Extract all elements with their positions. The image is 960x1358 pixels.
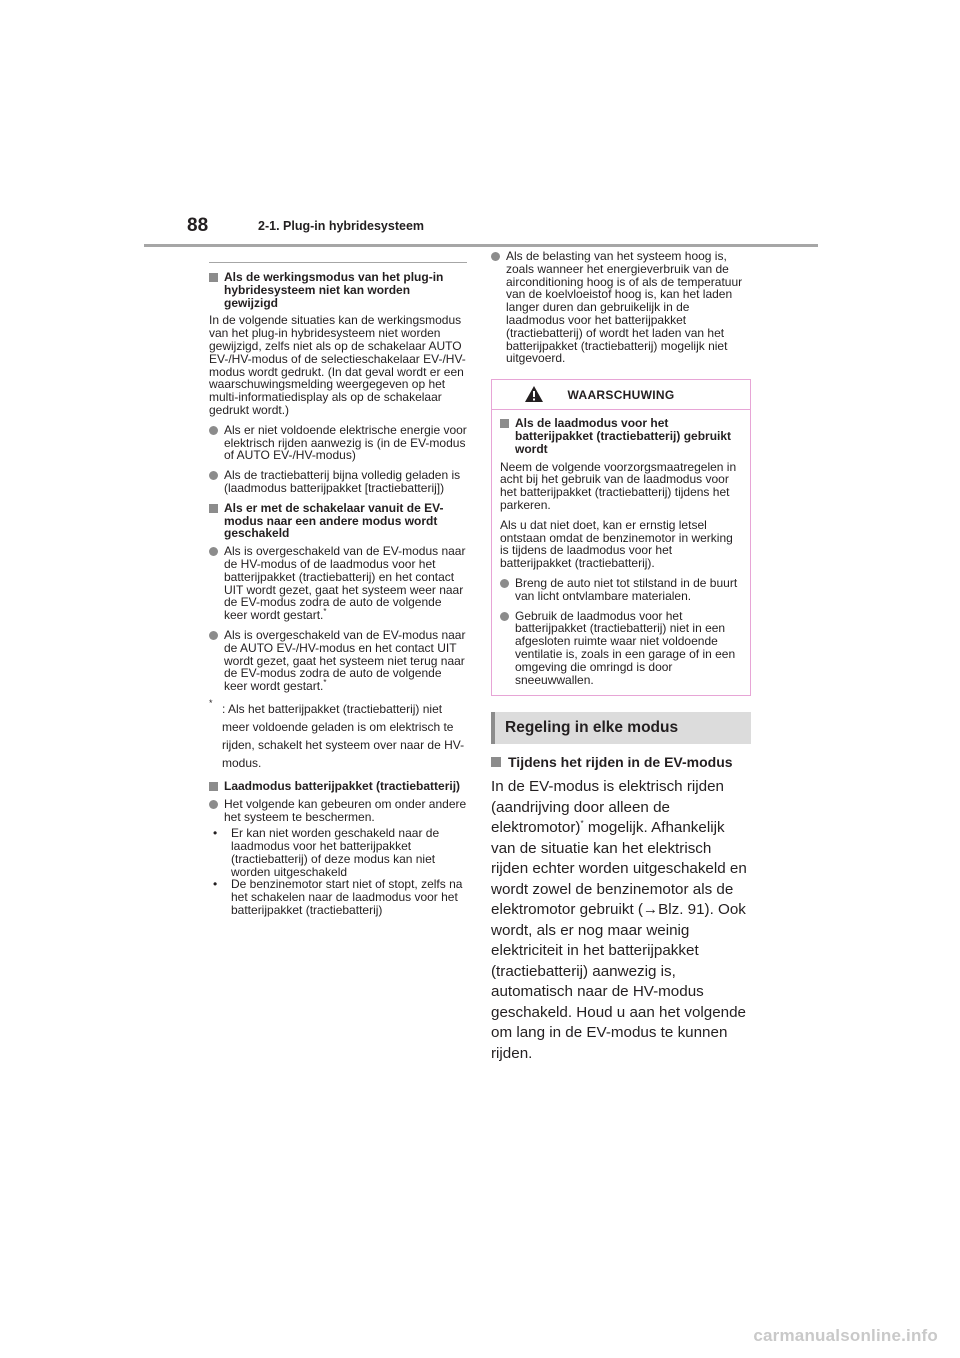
bullet-item: [209, 545, 467, 622]
footnote-asterisk: *: [209, 697, 213, 708]
body-text-b: mogelijk. Afhankelijk van de situatie kan het elektrisch rijden echter worden uitgeschakeld en wordt zowel de benzinemotor als de elektromotor gebruikt (→Blz. 91). Ook wordt, als er nog maar weinig elektriciteit in het batterijpakket (tractiebatterij) aanwezig is, automatisch naar de HV-modus geschakeld. Houd u aan het volgende om lang in de EV-modus te kunnen rijden.: [491, 819, 747, 1062]
circle-bullet-icon: [209, 426, 218, 435]
sub-list-text: De benzinemotor start niet of stopt, zelfs na het schakelen naar de laadmodus voor het batterijpakket (tractiebatterij): [231, 877, 463, 918]
subheading: [491, 754, 751, 771]
bullet-text: Als is overgeschakeld van de EV-modus naar de HV-modus of de laadmodus voor het batterijpakket (tractiebatterij) en het contact UIT wordt gezet, gaat het systeem weer naar de EV-modus zodra de auto de volgende keer wordt gestart.: [224, 544, 466, 623]
watermark: carmanualsonline.info: [753, 1326, 938, 1345]
sub-list: [209, 827, 467, 917]
heading-bar: [491, 712, 495, 744]
bullet-text: Als er niet voldoende elektrische energie voor elektrisch rijden aanwezig is (in de EV-modus of AUTO EV-/HV-modus): [224, 422, 467, 463]
sub-list-item: [209, 878, 467, 916]
circle-bullet-icon: [209, 631, 218, 640]
square-bullet-icon: [491, 757, 501, 767]
subheading-text: Als er met de schakelaar vanuit de EV-modus naar een andere modus wordt geschakeld: [224, 500, 444, 541]
circle-bullet-icon: [500, 579, 509, 588]
dot-icon: •: [213, 826, 218, 841]
subheading: [500, 417, 742, 455]
section-heading: [491, 712, 751, 744]
square-bullet-icon: [500, 419, 509, 428]
left-column: [209, 262, 467, 917]
bullet-text: Als de belasting van het systeem hoog is, zoals wanneer het energieverbruik van de airconditioning hoog is of als de temperatuur van de koelvloeistof hoog is, kan het laden langer duren dan gebruikelijk in de laadmodus voor het batterijpakket (tractiebatterij) of wordt het laden van het batterijpakket (tractiebatterij) mogelijk niet uitgevoerd.: [506, 249, 743, 366]
bullet-text: Als de tractiebatterij bijna volledig geladen is (laadmodus batterijpakket [tractiebatterij]): [224, 468, 461, 495]
section-title: 2-1. Plug-in hybridesysteem: [258, 219, 425, 233]
subheading: [209, 271, 467, 309]
bullet-item: [491, 250, 751, 365]
bullet-text: Gebruik de laadmodus voor het batterijpakket (tractiebatterij) niet in een afgesloten ruimte waar niet voldoende ventilatie is, zoals in een garage of in een omgeving die omringd is door sneeuwwallen.: [515, 608, 736, 687]
section-heading-text: Regeling in elke modus: [505, 719, 679, 737]
bullet-text: Het volgende kan gebeuren om onder andere het systeem te beschermen.: [224, 796, 467, 824]
bullet-item: [209, 798, 467, 824]
circle-bullet-icon: [209, 800, 218, 809]
circle-bullet-icon: [209, 471, 218, 480]
warning-triangle-icon: [524, 385, 544, 403]
paragraph: Neem de volgende voorzorgsmaatregelen in acht bij het gebruik van de laadmodus voor het batterijpakket (tractiebatterij) tijdens het parkeren.: [500, 459, 737, 512]
square-bullet-icon: [209, 782, 218, 791]
footnote-text: : Als het batterijpakket (tractiebatterij) niet meer voldoende geladen is om elektrisch te rijden, schakelt het systeem over naar de HV-modus.: [222, 701, 465, 770]
footnote-marker: *: [323, 607, 327, 617]
bullet-item: [500, 610, 742, 687]
warning-body: [492, 410, 750, 695]
subheading-text: Als de werkingsmodus van het plug-in hybridesysteem niet kan worden gewijzigd: [224, 270, 444, 310]
subheading: [209, 780, 467, 793]
circle-bullet-icon: [491, 252, 500, 261]
warning-title: WAARSCHUWING: [567, 387, 675, 402]
bullet-item: [500, 577, 742, 603]
square-bullet-icon: [209, 273, 218, 282]
sub-list-item: [209, 827, 467, 878]
body-paragraph: [491, 777, 751, 1064]
bullet-item: [209, 629, 467, 693]
bullet-text: Als is overgeschakeld van de EV-modus naar de AUTO EV-/HV-modus en het contact UIT wordt gezet, gaat het systeem niet terug naar de EV-modus zodra de auto de volgende keer wordt gestart.: [224, 627, 466, 694]
header-rule: [144, 244, 818, 247]
sub-list-text: Er kan niet worden geschakeld naar de laadmodus voor het batterijpakket (tractiebatterij) of deze modus kan niet worden uitgeschakeld: [231, 826, 440, 879]
page-number: 88: [187, 215, 209, 236]
subheading-text: Laadmodus batterijpakket (tractiebatterij): [224, 778, 461, 793]
circle-bullet-icon: [500, 612, 509, 621]
column-top-rule: [209, 262, 467, 263]
paragraph: Als u dat niet doet, kan er ernstig letsel ontstaan omdat de benzinemotor in werking is tijdens de laadmodus voor het batterijpakket (tractiebatterij).: [500, 517, 733, 571]
dot-icon: •: [213, 877, 218, 892]
bullet-item: [209, 469, 467, 495]
footnote-marker: *: [580, 819, 584, 829]
circle-bullet-icon: [209, 547, 218, 556]
subheading: [209, 502, 467, 540]
bullet-item: [209, 424, 467, 462]
warning-header: [492, 380, 750, 410]
footnote: [209, 697, 467, 772]
warning-box: [491, 379, 751, 696]
subheading-text: Tijdens het rijden in de EV-modus: [508, 754, 733, 771]
subheading-text: Als de laadmodus voor het batterijpakket (tractiebatterij) gebruikt wordt: [515, 416, 732, 456]
square-bullet-icon: [209, 504, 218, 513]
paragraph: In de volgende situaties kan de werkingsmodus van het plug-in hybridesysteem niet worden gewijzigd, zelfs niet als op de schakelaar AUTO EV-/HV-modus of de selectieschakelaar EV-/HV-modus wordt gedrukt. (In dat geval wordt er een waarschuwingsmelding weergegeven op het multi-informatiedisplay als op de schakelaar gedrukt wordt.): [209, 313, 466, 417]
right-column: [491, 250, 751, 1064]
footnote-marker: *: [323, 678, 327, 688]
bullet-text: Breng de auto niet tot stilstand in de buurt van licht ontvlambare materialen.: [515, 575, 738, 603]
body-text-a: In de EV-modus is elektrisch rijden (aandrijving door alleen de elektromotor): [491, 778, 724, 837]
